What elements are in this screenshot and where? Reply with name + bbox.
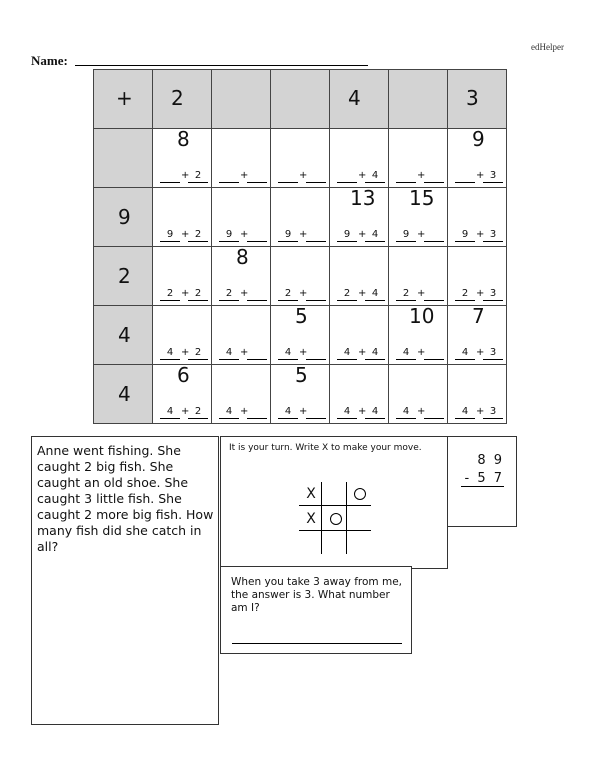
answer-cell[interactable] [212,129,271,188]
addend-b-slot[interactable] [247,405,267,419]
addend-a-slot[interactable]: 4 [160,346,180,360]
board-cell-empty[interactable] [348,531,372,555]
addend-a-slot[interactable]: 9 [160,228,180,242]
story-problem-box [31,436,219,725]
plus-operator: + [240,347,249,358]
plus-operator: + [299,347,308,358]
addend-a-slot[interactable]: 4 [396,405,416,419]
addend-b-slot[interactable]: 3 [483,287,503,301]
cell-equation [217,405,269,419]
cell-answer: 13 [350,186,376,210]
plus-operator: + [299,406,308,417]
board-cell-empty[interactable] [348,507,372,531]
plus-operator: + [240,170,249,181]
cell-equation [394,228,446,242]
addend-b-slot[interactable]: 4 [365,346,385,360]
name-field[interactable] [75,65,368,66]
addend-a-slot[interactable]: 2 [396,287,416,301]
addend-b-slot[interactable]: 2 [188,346,208,360]
cell-equation [158,346,210,360]
plus-operator: + [181,288,190,299]
answer-cell[interactable] [153,365,212,424]
x-mark: X [306,486,316,502]
cell-equation [276,346,328,360]
story-problem-text: Anne went fishing. She caught 2 big fish. She caught an old shoe. She caught 3 little fish. She caught 2 more big fish. How many fish did she catch in all? [37,443,214,554]
tic-tac-toe-prompt: It is your turn. Write X to make your move. [229,443,422,453]
cell-equation [276,228,328,242]
subtraction-bottom: - 5 7 [461,471,505,487]
addend-a-slot[interactable] [396,169,416,183]
cell-equation [453,405,505,419]
addend-b-slot[interactable]: 2 [188,169,208,183]
answer-cell[interactable] [389,365,448,424]
corner-cell [94,70,153,129]
brand-label: edHelper [531,42,564,52]
plus-operator: + [476,170,485,181]
plus-operator: + [181,406,190,417]
plus-operator: + [476,347,485,358]
plus-operator: + [181,347,190,358]
answer-cell[interactable] [389,247,448,306]
plus-operator: + [240,229,249,240]
answer-cell[interactable] [212,247,271,306]
answer-cell[interactable] [212,365,271,424]
addend-b-slot[interactable]: 4 [365,228,385,242]
addend-a-slot[interactable] [278,169,298,183]
riddle-answer-line[interactable] [232,643,402,644]
answer-cell[interactable] [153,306,212,365]
addend-b-slot[interactable] [247,169,267,183]
cell-equation [276,287,328,301]
answer-cell[interactable] [389,306,448,365]
plus-sign: + [116,86,133,110]
addend-b-slot[interactable] [247,228,267,242]
cell-answer: 9 [472,127,485,151]
cell-equation [217,287,269,301]
cell-answer: 5 [295,304,308,328]
addend-b-slot[interactable]: 3 [483,346,503,360]
addend-b-slot[interactable] [424,287,444,301]
addend-a-slot[interactable] [337,169,357,183]
riddle-text: When you take 3 away from me, the answer is 3. What number am I? [231,576,402,614]
addend-a-slot[interactable]: 9 [396,228,416,242]
cell-equation [217,228,269,242]
answer-cell[interactable] [448,306,507,365]
plus-operator: + [299,170,308,181]
plus-operator: + [476,406,485,417]
addend-b-slot[interactable]: 4 [365,169,385,183]
plus-operator: + [181,170,190,181]
column-header-value: 2 [171,86,184,110]
row-header [94,188,153,247]
answer-cell[interactable] [271,188,330,247]
cell-equation [453,169,505,183]
addend-a-slot[interactable]: 4 [455,346,475,360]
board-cell-empty[interactable] [324,482,348,506]
plus-operator: + [417,347,426,358]
row-header-value: 4 [118,323,131,347]
addend-a-slot[interactable]: 2 [160,287,180,301]
plus-operator: + [358,170,367,181]
answer-cell[interactable] [330,365,389,424]
cell-equation [394,405,446,419]
cell-equation [276,169,328,183]
plus-operator: + [417,406,426,417]
addend-a-slot[interactable]: 4 [160,405,180,419]
column-header[interactable] [212,70,271,129]
cell-equation [335,405,387,419]
riddle-box [220,566,412,654]
cell-equation [453,287,505,301]
o-mark [324,507,348,531]
board-cell-empty[interactable] [324,531,348,555]
answer-cell[interactable] [389,129,448,188]
column-header [448,70,507,129]
addend-b-slot[interactable] [306,346,326,360]
cell-equation [394,287,446,301]
addend-a-slot[interactable]: 4 [337,346,357,360]
plus-operator: + [358,406,367,417]
answer-cell[interactable] [271,247,330,306]
cell-equation [276,405,328,419]
column-header [153,70,212,129]
plus-operator: + [358,347,367,358]
addend-a-slot[interactable]: 4 [455,405,475,419]
cell-equation [453,346,505,360]
row-header[interactable] [94,129,153,188]
cell-equation [394,346,446,360]
board-cell-empty[interactable] [299,531,323,555]
answer-cell[interactable] [271,365,330,424]
cell-equation [217,346,269,360]
addend-b-slot[interactable]: 2 [188,287,208,301]
row-header [94,306,153,365]
answer-cell[interactable] [212,188,271,247]
addend-b-slot[interactable]: 2 [188,405,208,419]
addend-b-slot[interactable]: 3 [483,405,503,419]
answer-cell[interactable] [271,129,330,188]
plus-operator: + [476,229,485,240]
cell-equation [158,405,210,419]
addend-b-slot[interactable]: 4 [365,405,385,419]
addend-a-slot[interactable]: 2 [337,287,357,301]
addend-b-slot[interactable] [424,228,444,242]
tic-tac-toe-box [220,436,448,569]
name-label: Name: [31,53,68,68]
addend-a-slot[interactable]: 9 [455,228,475,242]
plus-operator: + [476,288,485,299]
cell-answer: 5 [295,363,308,387]
answer-cell[interactable] [330,129,389,188]
cell-equation [158,287,210,301]
addend-b-slot[interactable]: 4 [365,287,385,301]
plus-operator: + [417,229,426,240]
subtraction-top: 8 9 [477,453,504,468]
cell-equation [394,169,446,183]
plus-operator: + [417,170,426,181]
circle-icon [354,488,366,500]
answer-cell[interactable] [153,247,212,306]
cell-equation [335,346,387,360]
row-header [94,247,153,306]
cell-answer: 15 [409,186,435,210]
column-header[interactable] [271,70,330,129]
addend-a-slot[interactable]: 9 [278,228,298,242]
column-header-value: 3 [466,86,479,110]
cell-answer: 10 [409,304,435,328]
answer-cell[interactable] [271,306,330,365]
column-header [330,70,389,129]
answer-cell[interactable] [330,247,389,306]
addend-b-slot[interactable]: 2 [188,228,208,242]
addend-a-slot[interactable]: 4 [278,405,298,419]
addend-b-slot[interactable] [306,287,326,301]
plus-operator: + [299,229,308,240]
cell-equation [217,169,269,183]
addend-a-slot[interactable]: 9 [219,228,239,242]
addend-b-slot[interactable]: 3 [483,228,503,242]
circle-icon [330,513,342,525]
addend-a-slot[interactable] [455,169,475,183]
plus-operator: + [240,288,249,299]
answer-cell[interactable] [212,306,271,365]
answer-cell[interactable] [448,188,507,247]
cell-answer: 8 [236,245,249,269]
addend-a-slot[interactable]: 2 [278,287,298,301]
answer-cell[interactable] [448,247,507,306]
answer-cell[interactable] [153,188,212,247]
addend-b-slot[interactable] [424,405,444,419]
addend-b-slot[interactable] [306,405,326,419]
row-header-value: 2 [118,264,131,288]
row-header [94,365,153,424]
cell-answer: 6 [177,363,190,387]
cell-answer: 8 [177,127,190,151]
row-header-value: 9 [118,205,131,229]
addend-a-slot[interactable]: 4 [219,346,239,360]
addend-b-slot[interactable] [306,228,326,242]
answer-cell[interactable] [389,188,448,247]
plus-operator: + [358,229,367,240]
plus-operator: + [181,229,190,240]
cell-equation [453,228,505,242]
cell-equation [158,169,210,183]
column-header-value: 4 [348,86,361,110]
o-mark [348,482,372,506]
answer-cell[interactable] [330,188,389,247]
addend-a-slot[interactable]: 9 [337,228,357,242]
addend-a-slot[interactable]: 2 [455,287,475,301]
cell-answer: 7 [472,304,485,328]
addend-b-slot[interactable] [247,346,267,360]
plus-operator: + [240,406,249,417]
plus-operator: + [299,288,308,299]
addend-b-slot[interactable] [306,169,326,183]
plus-operator: + [417,288,426,299]
addend-b-slot[interactable] [424,169,444,183]
addend-b-slot[interactable]: 3 [483,169,503,183]
answer-cell[interactable] [448,365,507,424]
answer-cell[interactable] [153,129,212,188]
column-header[interactable] [389,70,448,129]
cell-equation [335,287,387,301]
addend-a-slot[interactable]: 2 [219,287,239,301]
plus-operator: + [358,288,367,299]
subtraction-box [446,436,517,527]
cell-equation [335,169,387,183]
answer-cell[interactable] [448,129,507,188]
addend-a-slot[interactable]: 4 [219,405,239,419]
cell-equation [335,228,387,242]
addend-a-slot[interactable] [160,169,180,183]
addend-a-slot[interactable]: 4 [337,405,357,419]
row-header-value: 4 [118,382,131,406]
addend-a-slot[interactable] [219,169,239,183]
answer-cell[interactable] [330,306,389,365]
addition-grid [93,69,507,424]
addend-b-slot[interactable] [247,287,267,301]
addend-a-slot[interactable]: 4 [278,346,298,360]
cell-equation [158,228,210,242]
addend-a-slot[interactable]: 4 [396,346,416,360]
addend-b-slot[interactable] [424,346,444,360]
x-mark: X [306,510,316,527]
